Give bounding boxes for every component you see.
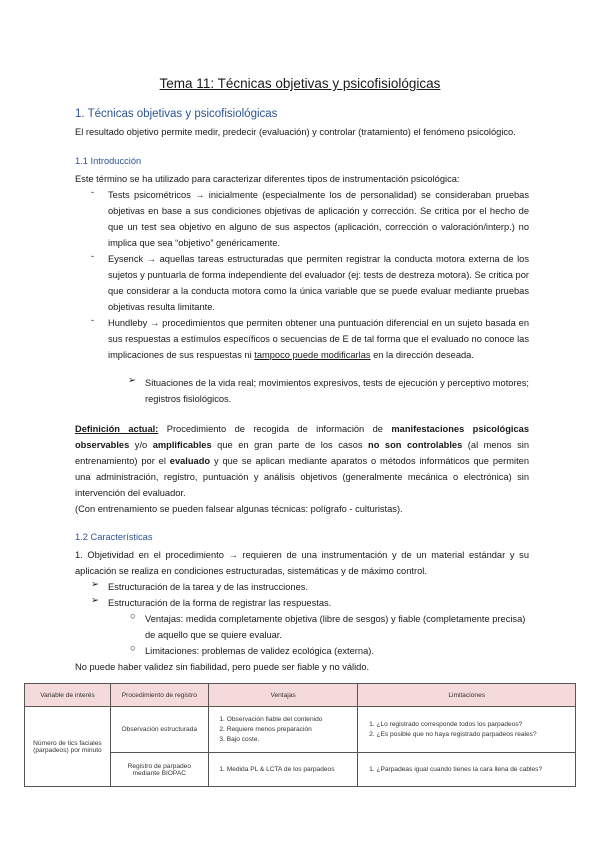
arrow-bullet-icon: ➢: [91, 579, 99, 589]
circle-bullet-icon: ○: [130, 643, 136, 653]
section-1-1-heading: 1.1 Introducción: [75, 156, 142, 166]
section-1-2-heading: 1.2 Características: [75, 532, 153, 542]
bullet-psychometric: Tests psicométricos → inicialmente (especialmente los de personalidad) se consideraban pruebas objetivas en base a sus condiciones objetivas de aplicación y corrección. Se critica por el hecho de que un test sea objetivo en alguno de sus aspectos (aplicación, corrección o valoración/interp.) no implica que sea “objetivo” genéricamente.: [108, 190, 529, 248]
section-1-1-intro: Este término se ha utilizado para caracterizar diferentes tipos de instrumentación psicológica:: [75, 174, 460, 184]
list-item: 1. Medida PL & LCTA de los parpadeos: [227, 765, 354, 775]
table-cell-advantages: [208, 707, 358, 753]
table-header-row: [25, 684, 576, 707]
section-1-intro: El resultado objetivo permite medir, predecir (evaluación) y controlar (tratamiento) el fenómeno psicológico.: [75, 127, 516, 137]
arrow-bullet-icon: ➢: [128, 375, 136, 385]
definition-note: (Con entrenamiento se pueden falsear algunas técnicas: polígrafo - culturistas).: [75, 504, 403, 514]
underlined-phrase: tampoco puede modificarlas: [254, 350, 371, 360]
table-cell-procedure: Registro de parpadeo mediante BIOPAC: [110, 753, 208, 787]
bullet-marker: -: [91, 315, 95, 325]
table-row: [25, 707, 576, 753]
table-header: Variable de interés: [25, 684, 111, 707]
table-header: Procedimiento de registro: [110, 684, 208, 707]
table-header: Limitaciones: [358, 684, 576, 707]
arrow-item-task: Estructuración de la tarea y de las instrucciones.: [108, 582, 308, 592]
circle-bullet-icon: ○: [130, 611, 136, 621]
list-item: 3. Bajo coste.: [227, 735, 354, 745]
section-1-heading: 1. Técnicas objetivas y psicofisiológicas: [75, 108, 278, 120]
table-cell-limitations: [358, 707, 576, 753]
list-item: 1. ¿Lo registrado corresponde todos los parpadeos?: [376, 720, 571, 730]
table-cell-advantages: [208, 753, 358, 787]
sub-bullet-situations: Situaciones de la vida real; movimientos expresivos, tests de ejecución y perceptivo motores; registros fisiológicos.: [145, 378, 529, 404]
bullet-marker: -: [91, 187, 95, 197]
list-item: 1. Observación fiable del contenido: [227, 715, 354, 725]
table-cell-variable: Número de tics faciales (parpadeos) por minuto: [25, 707, 111, 787]
list-item: 1. ¿Parpadeas igual cuando tienes la cara llena de cables?: [376, 765, 571, 775]
definition-label: Definición actual:: [75, 424, 159, 434]
comparison-table: [24, 683, 576, 787]
bullet-eysenck: Eysenck → aquellas tareas estructuradas que permiten registrar la conducta motora externa de los sujetos y puntuarla de forma independiente del evaluador (ej: tests de destreza motora). Se critica por que considerar a la conducta motora como la única variable que se puede evaluar mediante pruebas objetivas resulta limitante.: [108, 254, 529, 312]
definition-paragraph: Definición actual: Procedimiento de recogida de información de manifestaciones psicológicas observables y/o amplificables que en gran parte de los casos no son controlables (al menos sin entrenamiento) por el evaluado y que se aplican mediante aparatos o métodos informáticos que permiten una administración, registro, puntuación y análisis objetivos (generalmente mecánica o electrónica) sin intervención del evaluador.: [75, 424, 529, 498]
bullet-marker: -: [91, 251, 95, 261]
closing-statement: No puede haber validez sin fiabilidad, pero puede ser fiable y no válido.: [75, 662, 370, 672]
characteristic-1: 1. Objetividad en el procedimiento → requieren de una instrumentación y de un material estándar y su aplicación se realiza en condiciones estructuradas, sistemáticas y de máximo control.: [75, 550, 529, 576]
table-header: Ventajas: [208, 684, 358, 707]
table-cell-procedure: Observación estructurada: [110, 707, 208, 753]
arrow-item-register: Estructuración de la forma de registrar las respuestas.: [108, 598, 332, 608]
circle-item-limitations: Limitaciones: problemas de validez ecológica (externa).: [145, 646, 374, 656]
arrow-bullet-icon: ➢: [91, 595, 99, 605]
list-item: 2. Requiere menos preparación: [227, 725, 354, 735]
table-cell-limitations: [358, 753, 576, 787]
bullet-hundleby: Hundleby → procedimientos que permiten obtener una puntuación diferencial en un sujeto basada en sus respuestas a estímulos específicos o secuencias de E de tal forma que el evaluado no conoce las implicaciones de sus respuestas ni tampoco puede modificarlas en la dirección deseada.: [108, 318, 529, 360]
page-title: Tema 11: Técnicas objetivas y psicofisiológicas: [159, 76, 441, 91]
list-item: 2. ¿Es posible que no haya registrado parpadeos reales?: [376, 730, 571, 740]
circle-item-advantages: Ventajas: medida completamente objetiva (libre de sesgos) y fiable (completamente precisa) de aquello que se quiere evaluar.: [145, 614, 526, 640]
